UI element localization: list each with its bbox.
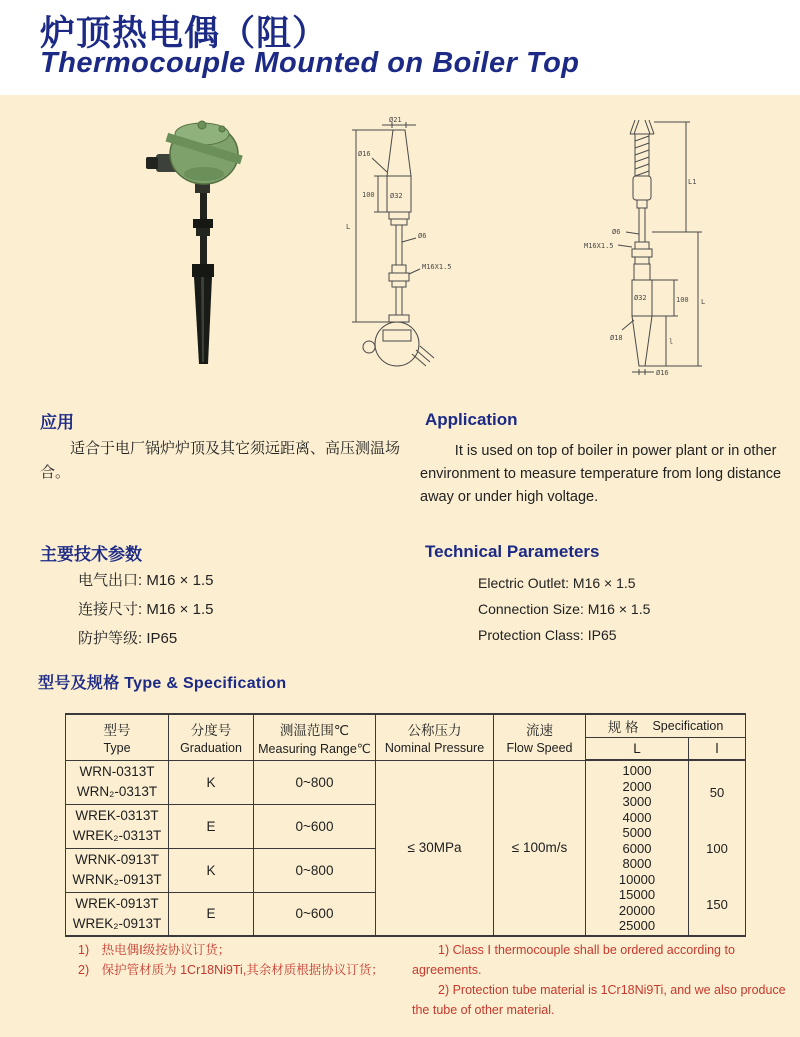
dim-label: 100 xyxy=(676,296,689,304)
dim-label: L xyxy=(346,223,351,231)
header-spec-en: Specification xyxy=(652,719,724,733)
length-l: 100 xyxy=(706,840,728,856)
spec-table xyxy=(65,713,746,937)
product-photo xyxy=(118,116,288,368)
header-pressure-zh: 公称压力 xyxy=(407,723,462,739)
footnote-en: 2) Protection tube material is 1Cr18Ni9Ti, and we also produce the tube of other material. xyxy=(412,983,786,1017)
model-name: WREK-0913T xyxy=(75,895,159,911)
tech-params-list-zh xyxy=(78,566,213,653)
dim-label: M16X1.5 xyxy=(422,263,452,271)
dim-label: Ø32 xyxy=(390,192,403,200)
param-zh: 连接尺寸: M16 × 1.5 xyxy=(78,601,214,618)
length-L: 6000 xyxy=(622,840,652,856)
cell-graduation: E xyxy=(169,892,254,936)
footnotes-zh xyxy=(78,940,408,980)
cell-range: 0~800 xyxy=(254,760,376,804)
page-title-zh: 炉顶热电偶（阻） xyxy=(40,14,329,53)
drawing-middle xyxy=(332,114,462,376)
model-name: WRN₂-0313T xyxy=(76,784,158,799)
header-graduation-en: Graduation xyxy=(180,741,242,756)
application-body-zh: 适合于电厂锅炉炉顶及其它须远距离、高压测温场合。 xyxy=(40,440,401,481)
application-heading-zh: 应用 xyxy=(40,413,74,432)
footnote-en: 1) Class Ⅰ thermocouple shall be ordered according to agreements. xyxy=(412,943,735,977)
cell-range: 0~800 xyxy=(254,848,376,892)
length-L: 20000 xyxy=(618,902,656,918)
length-L: 25000 xyxy=(618,918,656,933)
length-L: 5000 xyxy=(622,825,652,840)
model-name: WREK-0313T xyxy=(75,808,159,823)
tech-params-heading-zh: 主要技术参数 xyxy=(40,545,142,564)
cell-lengths-L xyxy=(586,760,689,936)
table-header-row xyxy=(66,714,746,738)
length-l: 50 xyxy=(709,784,725,800)
spec-table-wrap xyxy=(65,713,746,937)
footnotes-en xyxy=(412,940,790,1020)
param-zh: 防护等级: IP65 xyxy=(78,630,178,647)
length-L: 2000 xyxy=(622,778,652,794)
header-spec-zh: 规 格 xyxy=(607,720,639,735)
dim-label: 100 xyxy=(362,191,375,199)
thermocouple-photo-illustration xyxy=(118,116,288,368)
header-range-zh: 测温范围℃ xyxy=(279,722,350,738)
length-L: 4000 xyxy=(622,809,652,825)
length-L: 10000 xyxy=(618,871,656,887)
dimension-drawing-cable-type xyxy=(582,114,707,376)
param-en: Protection Class: IP65 xyxy=(478,627,617,643)
header-type-zh: 型号 xyxy=(103,723,131,739)
cell-pressure: ≤ 30MPa xyxy=(376,760,494,936)
cell-graduation: E xyxy=(169,804,254,848)
cell-graduation: K xyxy=(169,760,254,804)
model-name: WRNK₂-0913T xyxy=(72,872,162,887)
header-pressure-en: Nominal Pressure xyxy=(384,741,485,756)
model-name: WREK₂-0913T xyxy=(72,915,162,931)
dim-label: Ø21 xyxy=(389,116,402,124)
lengths-L-list xyxy=(586,761,688,935)
page-title-en: Thermocouple Mounted on Boiler Top xyxy=(40,47,580,79)
header-range xyxy=(254,714,376,760)
application-body-en: It is used on top of boiler in power plant or in other environment to measure temperature from long distance away or under high voltage. xyxy=(420,443,782,505)
header-flow-speed xyxy=(494,714,586,760)
dim-label: Ø16 xyxy=(656,369,669,376)
dim-label: Ø6 xyxy=(418,232,427,240)
header-graduation-zh: 分度号 xyxy=(190,723,232,739)
lengths-l-list xyxy=(689,764,745,932)
header-graduation xyxy=(169,714,254,760)
param-en: Electric Outlet: M16 × 1.5 xyxy=(478,575,636,591)
length-L: 8000 xyxy=(622,856,652,871)
model-name: WRN-0313T xyxy=(79,764,155,779)
cell-range: 0~600 xyxy=(254,804,376,848)
dim-label: Ø18 xyxy=(610,334,623,342)
header-type xyxy=(66,714,169,760)
footnote-zh: 1) 热电偶Ⅰ级按协议订货； xyxy=(78,943,231,957)
application-heading-en: Application xyxy=(425,410,518,429)
header-range-en: Measuring Range℃ xyxy=(258,741,371,756)
cell-models xyxy=(66,848,169,892)
drawing-right xyxy=(582,114,707,376)
header-flow-speed-zh: 流速 xyxy=(526,723,553,739)
tech-params-heading-en: Technical Parameters xyxy=(425,542,600,561)
header-specification xyxy=(586,714,746,738)
length-l: 150 xyxy=(706,896,728,912)
spec-section-heading: 型号及规格 Type & Specification xyxy=(38,675,287,692)
cell-lengths-l xyxy=(689,760,746,936)
dim-label: Ø32 xyxy=(634,294,647,302)
model-name: WREK₂-0313T xyxy=(72,828,162,843)
dim-label: M16X1.5 xyxy=(584,242,614,250)
table-row xyxy=(66,760,746,804)
cell-flow-speed: ≤ 100m/s xyxy=(494,760,586,936)
cell-models xyxy=(66,892,169,936)
dim-label: l xyxy=(669,338,674,346)
footnote-zh: 2) 保护管材质为 1Cr18Ni9Ti,其余材质根据协议订货； xyxy=(78,963,384,977)
dim-label: L xyxy=(701,298,706,306)
param-en: Connection Size: M16 × 1.5 xyxy=(478,601,651,617)
cell-models xyxy=(66,760,169,804)
header-type-en: Type xyxy=(103,741,131,756)
header-flow-speed-en: Flow Speed xyxy=(506,741,573,756)
length-L: 1000 xyxy=(622,763,652,778)
param-zh: 电气出口: M16 × 1.5 xyxy=(78,572,214,589)
dim-label: Ø6 xyxy=(612,228,621,236)
dimension-drawing-head-down xyxy=(332,114,462,376)
dim-label: L1 xyxy=(688,178,697,186)
cell-range: 0~600 xyxy=(254,892,376,936)
tech-params-list-en xyxy=(478,570,650,648)
dim-label: Ø16 xyxy=(358,150,371,158)
model-name: WRNK-0913T xyxy=(74,852,160,867)
header-pressure xyxy=(376,714,494,760)
header-sub-L: L xyxy=(586,738,689,761)
length-L: 15000 xyxy=(618,887,656,902)
length-L: 3000 xyxy=(622,794,652,809)
cell-graduation: K xyxy=(169,848,254,892)
cell-models xyxy=(66,804,169,848)
header-sub-l: l xyxy=(689,738,746,761)
